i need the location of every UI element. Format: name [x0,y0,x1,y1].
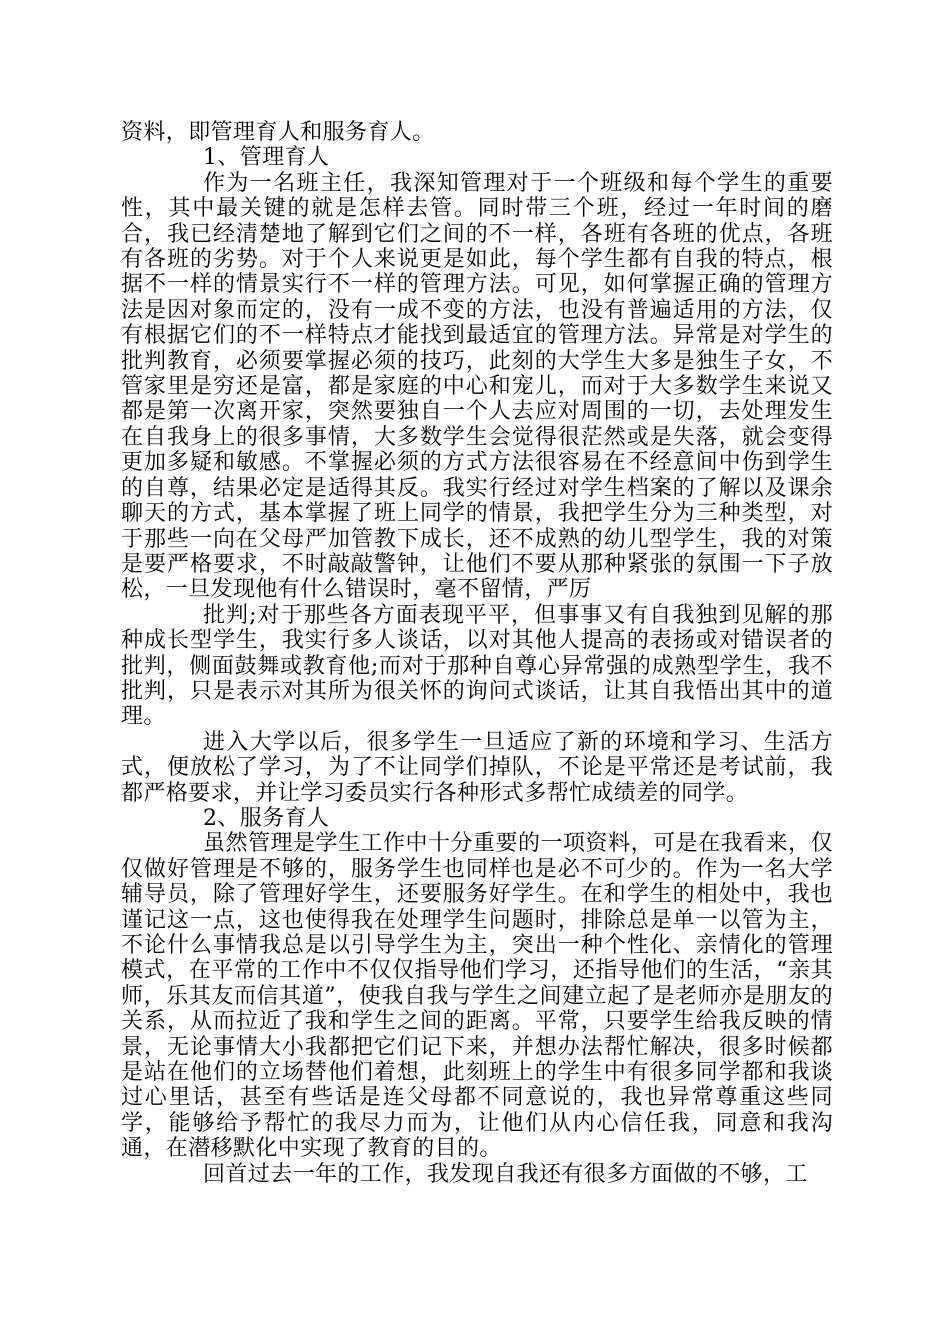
paragraph-review: 回首过去一年的工作，我发现自我还有很多方面做的不够，工 [203,1161,808,1187]
paragraph-study-requirements: 进入大学以后，很多学生一旦适应了新的环境和学习、生活方式，便放松了学习，为了不让同学们掉队，不论是平常还是考试前，我都严格要求，并让学习委员实行各种形式多帮忙成绩差的同学。 [121,729,833,806]
section-heading-service: 2、服务育人 [203,805,330,831]
paragraph-management-body: 作为一名班主任，我深知管理对于一个班级和每个学生的重要性，其中最关键的就是怎样去管。同时带三个班，经过一年时间的磨合，我已经清楚地了解到它们之间的不一样，各班有各班的优点，各班有各班的劣势。对于个人来说更是如此，每个学生都有自我的特点，根据不一样的情景实行不一样的管理方法。可见，如何掌握正确的管理方法是因对象而定的，没有一成不变的方法，也没有普遍适用的方法，仅有根据它们的不一样特点才能找到最适宜的管理方法。异常是对学生的批判教育，必须要掌握必须的技巧，此刻的大学生大多是独生子女，不管家里是穷还是富，都是家庭的中心和宠儿，而对于大多数学生来说又都是第一次离开家，突然要独自一个人去应对周围的一切，去处理发生在自我身上的很多事情，大多数学生会觉得很茫然或是失落，就会变得更加多疑和敏感。不掌握必须的方式方法很容易在不经意间中伤到学生的自尊，结果必定是适得其反。我实行经过对学生档案的了解以及课余聊天的方式，基本掌握了班上同学的情景，我把学生分为三种类型，对于那些一向在父母严加管教下成长，还不成熟的幼儿型学生，我的对策是要严格要求，不时敲敲警钟，让他们不要从那种紧张的氛围一下子放松，一旦发现他有什么错误时，毫不留情，严厉 [121,170,833,603]
document-body [121,120,833,1187]
paragraph-intro: 资料，即管理育人和服务育人。 [121,120,435,145]
paragraph-service-body: 虽然管理是学生工作中十分重要的一项资料，可是在我看来，仅仅做好管理是不够的，服务学生也同样也是必不可少的。作为一名大学辅导员，除了管理好学生，还要服务好学生。在和学生的相处中，我也谨记这一点，这也使得我在处理学生问题时，排除总是单一以管为主，不论什么事情我总是以引导学生为主，突出一种个性化、亲情化的管理模式，在平常的工作中不仅仅指导他们学习，还指导他们的生活，“亲其师，乐其友而信其道”，使我自我与学生之间建立起了是老师亦是朋友的关系，从而拉近了我和学生之间的距离。平常，只要学生给我反映的情景，无论事情大小我都把它们记下来，并想办法帮忙解决，很多时候都是站在他们的立场替他们着想，此刻班上的学生中有很多同学都和我谈过心里话，甚至有些话是连父母都不同意说的，我也异常尊重这些同学，能够给予帮忙的我尽力而为，让他们从内心信任我，同意和我沟通，在潜移默化中实现了教育的目的。 [121,831,833,1162]
section-heading-management: 1、管理育人 [203,145,330,171]
paragraph-criticism: 批判;对于那些各方面表现平平，但事事又有自我独到见解的那种成长型学生，我实行多人谈话，以对其他人提高的表扬或对错误者的批判，侧面鼓舞或教育他;而对于那种自尊心异常强的成熟型学生，我不批判，只是表示对其所为很关怀的询问式谈话，让其自我悟出其中的道理。 [121,602,833,730]
